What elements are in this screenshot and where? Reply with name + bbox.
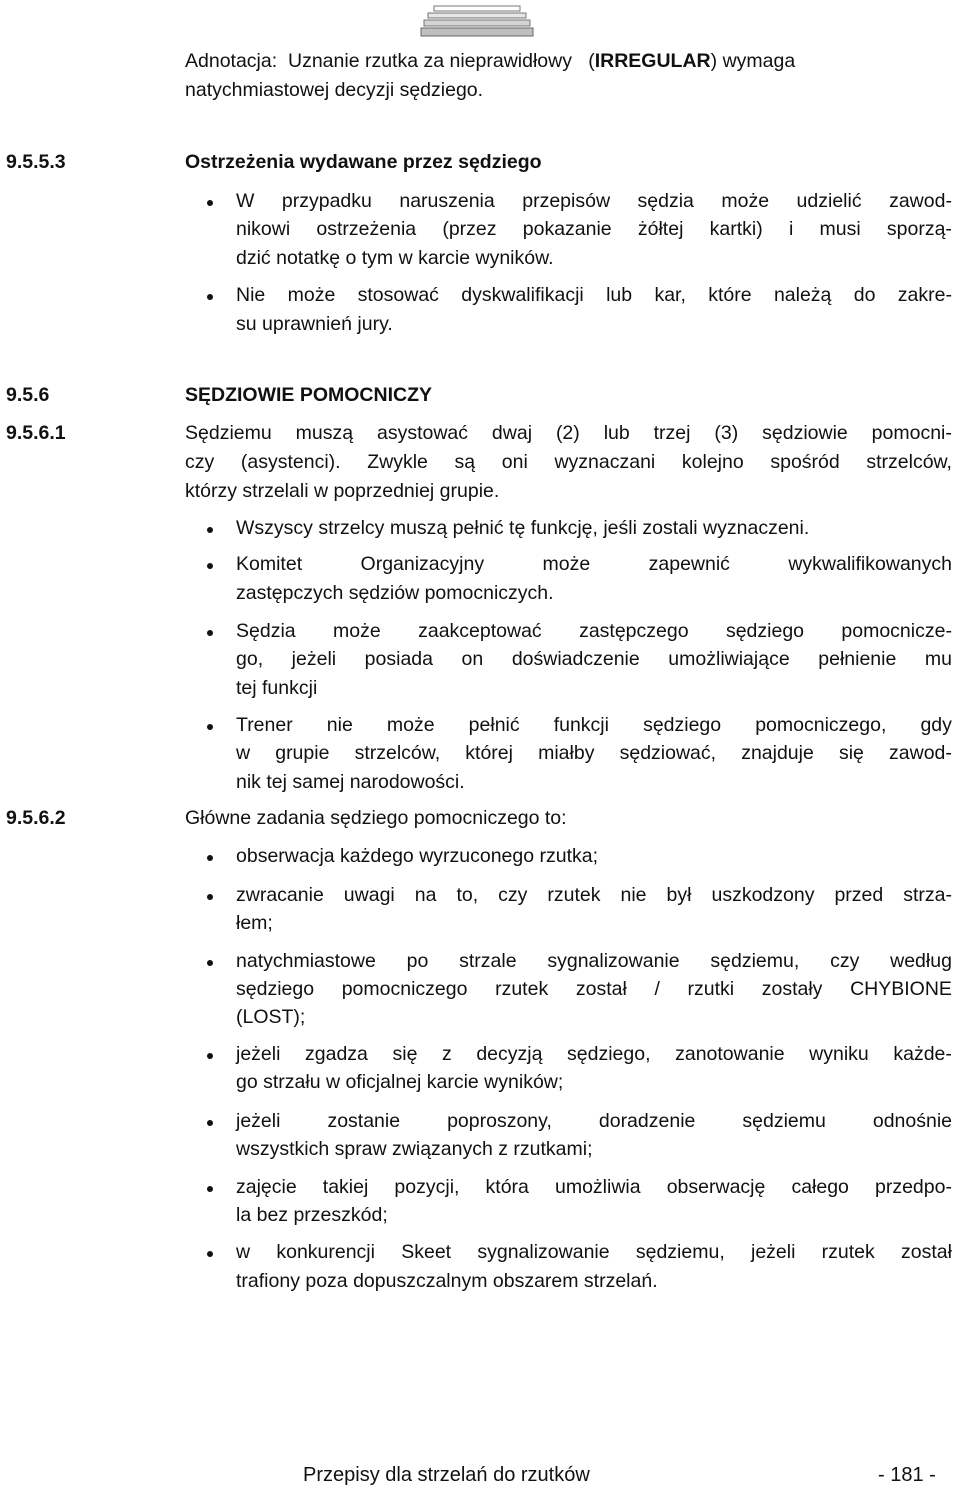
list-item-line: (LOST);: [236, 1006, 306, 1028]
list-item-line: su uprawnień jury.: [236, 313, 393, 335]
page-number: - 181 -: [878, 1464, 936, 1486]
list-item-line: la bez przeszkód;: [236, 1204, 388, 1226]
list-item-line: W przypadku naruszenia przepisów sędzia może udzielić zawod-: [236, 190, 952, 212]
paragraph-line: Sędziemu muszą asystować dwaj (2) lub trzej (3) sędziowie pomocni-: [185, 422, 952, 444]
bullet-dot: [207, 630, 213, 636]
list-item-line: zastępczych sędziów pomocniczych.: [236, 582, 554, 604]
section-title-9553: Ostrzeżenia wydawane przez sędziego: [185, 151, 542, 173]
list-item-line: natychmiastowe po strzale sygnalizowanie sędziemu, czy według: [236, 950, 952, 972]
section-title-956: SĘDZIOWIE POMOCNICZY: [185, 384, 433, 406]
list-item-line: dzić notatkę o tym w karcie wyników.: [236, 247, 554, 269]
list-item-line: jeżeli zostanie poproszony, doradzenie sędziemu odnośnie: [236, 1110, 952, 1132]
bullet-dot: [207, 1186, 213, 1192]
list-item-line: obserwacja każdego wyrzuconego rzutka;: [236, 845, 599, 867]
list-item-line: go strzału w oficjalnej karcie wyników;: [236, 1071, 564, 1093]
list-item-line: zajęcie takiej pozycji, która umożliwia obserwację całego przedpo-: [236, 1176, 952, 1198]
annotation-text: Uznanie rzutka za nieprawidłowy: [288, 50, 572, 72]
list-item-line: sędziego pomocniczego rzutek został / rzutki zostały CHYBIONE: [236, 978, 952, 1000]
list-item-line: Wszyscy strzelcy muszą pełnić tę funkcję, jeśli zostali wyznaczeni.: [236, 517, 810, 539]
stacked-bars-logo-icon: [420, 4, 534, 38]
bullet-dot: [207, 855, 213, 861]
section-number-9553: 9.5.5.3: [6, 151, 66, 173]
bullet-dot: [207, 200, 213, 206]
list-item-line: nik tej samej narodowości.: [236, 771, 465, 793]
section-number-9562: 9.5.6.2: [6, 807, 66, 829]
irregular-term: IRREGULAR: [594, 50, 711, 72]
list-item-line: wszystkich spraw związanych z rzutkami;: [236, 1138, 593, 1160]
list-item-line: nikowi ostrzeżenia (przez pokazanie żółtej kartki) i musi sporzą-: [236, 218, 952, 240]
bullet-dot: [207, 294, 213, 300]
list-item-line: jeżeli zgadza się z decyzją sędziego, zanotowanie wyniku każde-: [236, 1043, 952, 1065]
bullet-dot: [207, 960, 213, 966]
bullet-dot: [207, 1053, 213, 1059]
paragraph-line: którzy strzelali w poprzedniej grupie.: [185, 480, 500, 502]
section-number-956: 9.5.6: [6, 384, 50, 406]
annotation-line-2: natychmiastowej decyzji sędziego.: [185, 79, 484, 101]
list-item-line: w grupie strzelców, której miałby sędziować, znajduje się zawod-: [236, 742, 952, 764]
bullet-dot: [207, 724, 213, 730]
annotation-line-1: Adnotacja: Uznanie rzutka za nieprawidłowy (IRREGULAR) wymaga: [185, 50, 796, 72]
bullet-dot: [207, 894, 213, 900]
annotation-text-after: wymaga: [722, 50, 796, 72]
section-intro-9562: Główne zadania sędziego pomocniczego to:: [185, 807, 567, 829]
bullet-dot: [207, 1120, 213, 1126]
list-item-line: Komitet Organizacyjny może zapewnić wykwalifikowanych: [236, 553, 952, 575]
bullet-dot: [207, 1251, 213, 1257]
list-item-line: trafiony poza dopuszczalnym obszarem strzelań.: [236, 1270, 658, 1292]
list-item-line: tej funkcji: [236, 677, 318, 699]
footer-title: Przepisy dla strzelań do rzutków: [303, 1464, 590, 1486]
list-item-line: zwracanie uwagi na to, czy rzutek nie był uszkodzony przed strza-: [236, 884, 952, 906]
annotation-label: Adnotacja:: [185, 50, 278, 72]
paragraph-line: czy (asystenci). Zwykle są oni wyznaczani kolejno spośród strzelców,: [185, 451, 952, 473]
list-item-line: łem;: [236, 912, 273, 934]
section-number-9561: 9.5.6.1: [6, 422, 66, 444]
list-item-line: Trener nie może pełnić funkcji sędziego pomocniczego, gdy: [236, 714, 952, 736]
list-item-line: Nie może stosować dyskwalifikacji lub kar, które należą do zakre-: [236, 284, 952, 306]
list-item-line: go, jeżeli posiada on doświadczenie umożliwiające pełnienie mu: [236, 648, 952, 670]
list-item-line: Sędzia może zaakceptować zastępczego sędziego pomocnicze-: [236, 620, 952, 642]
list-item-line: w konkurencji Skeet sygnalizowanie sędziemu, jeżeli rzutek został: [236, 1241, 952, 1263]
bullet-dot: [207, 527, 213, 533]
bullet-dot: [207, 563, 213, 569]
